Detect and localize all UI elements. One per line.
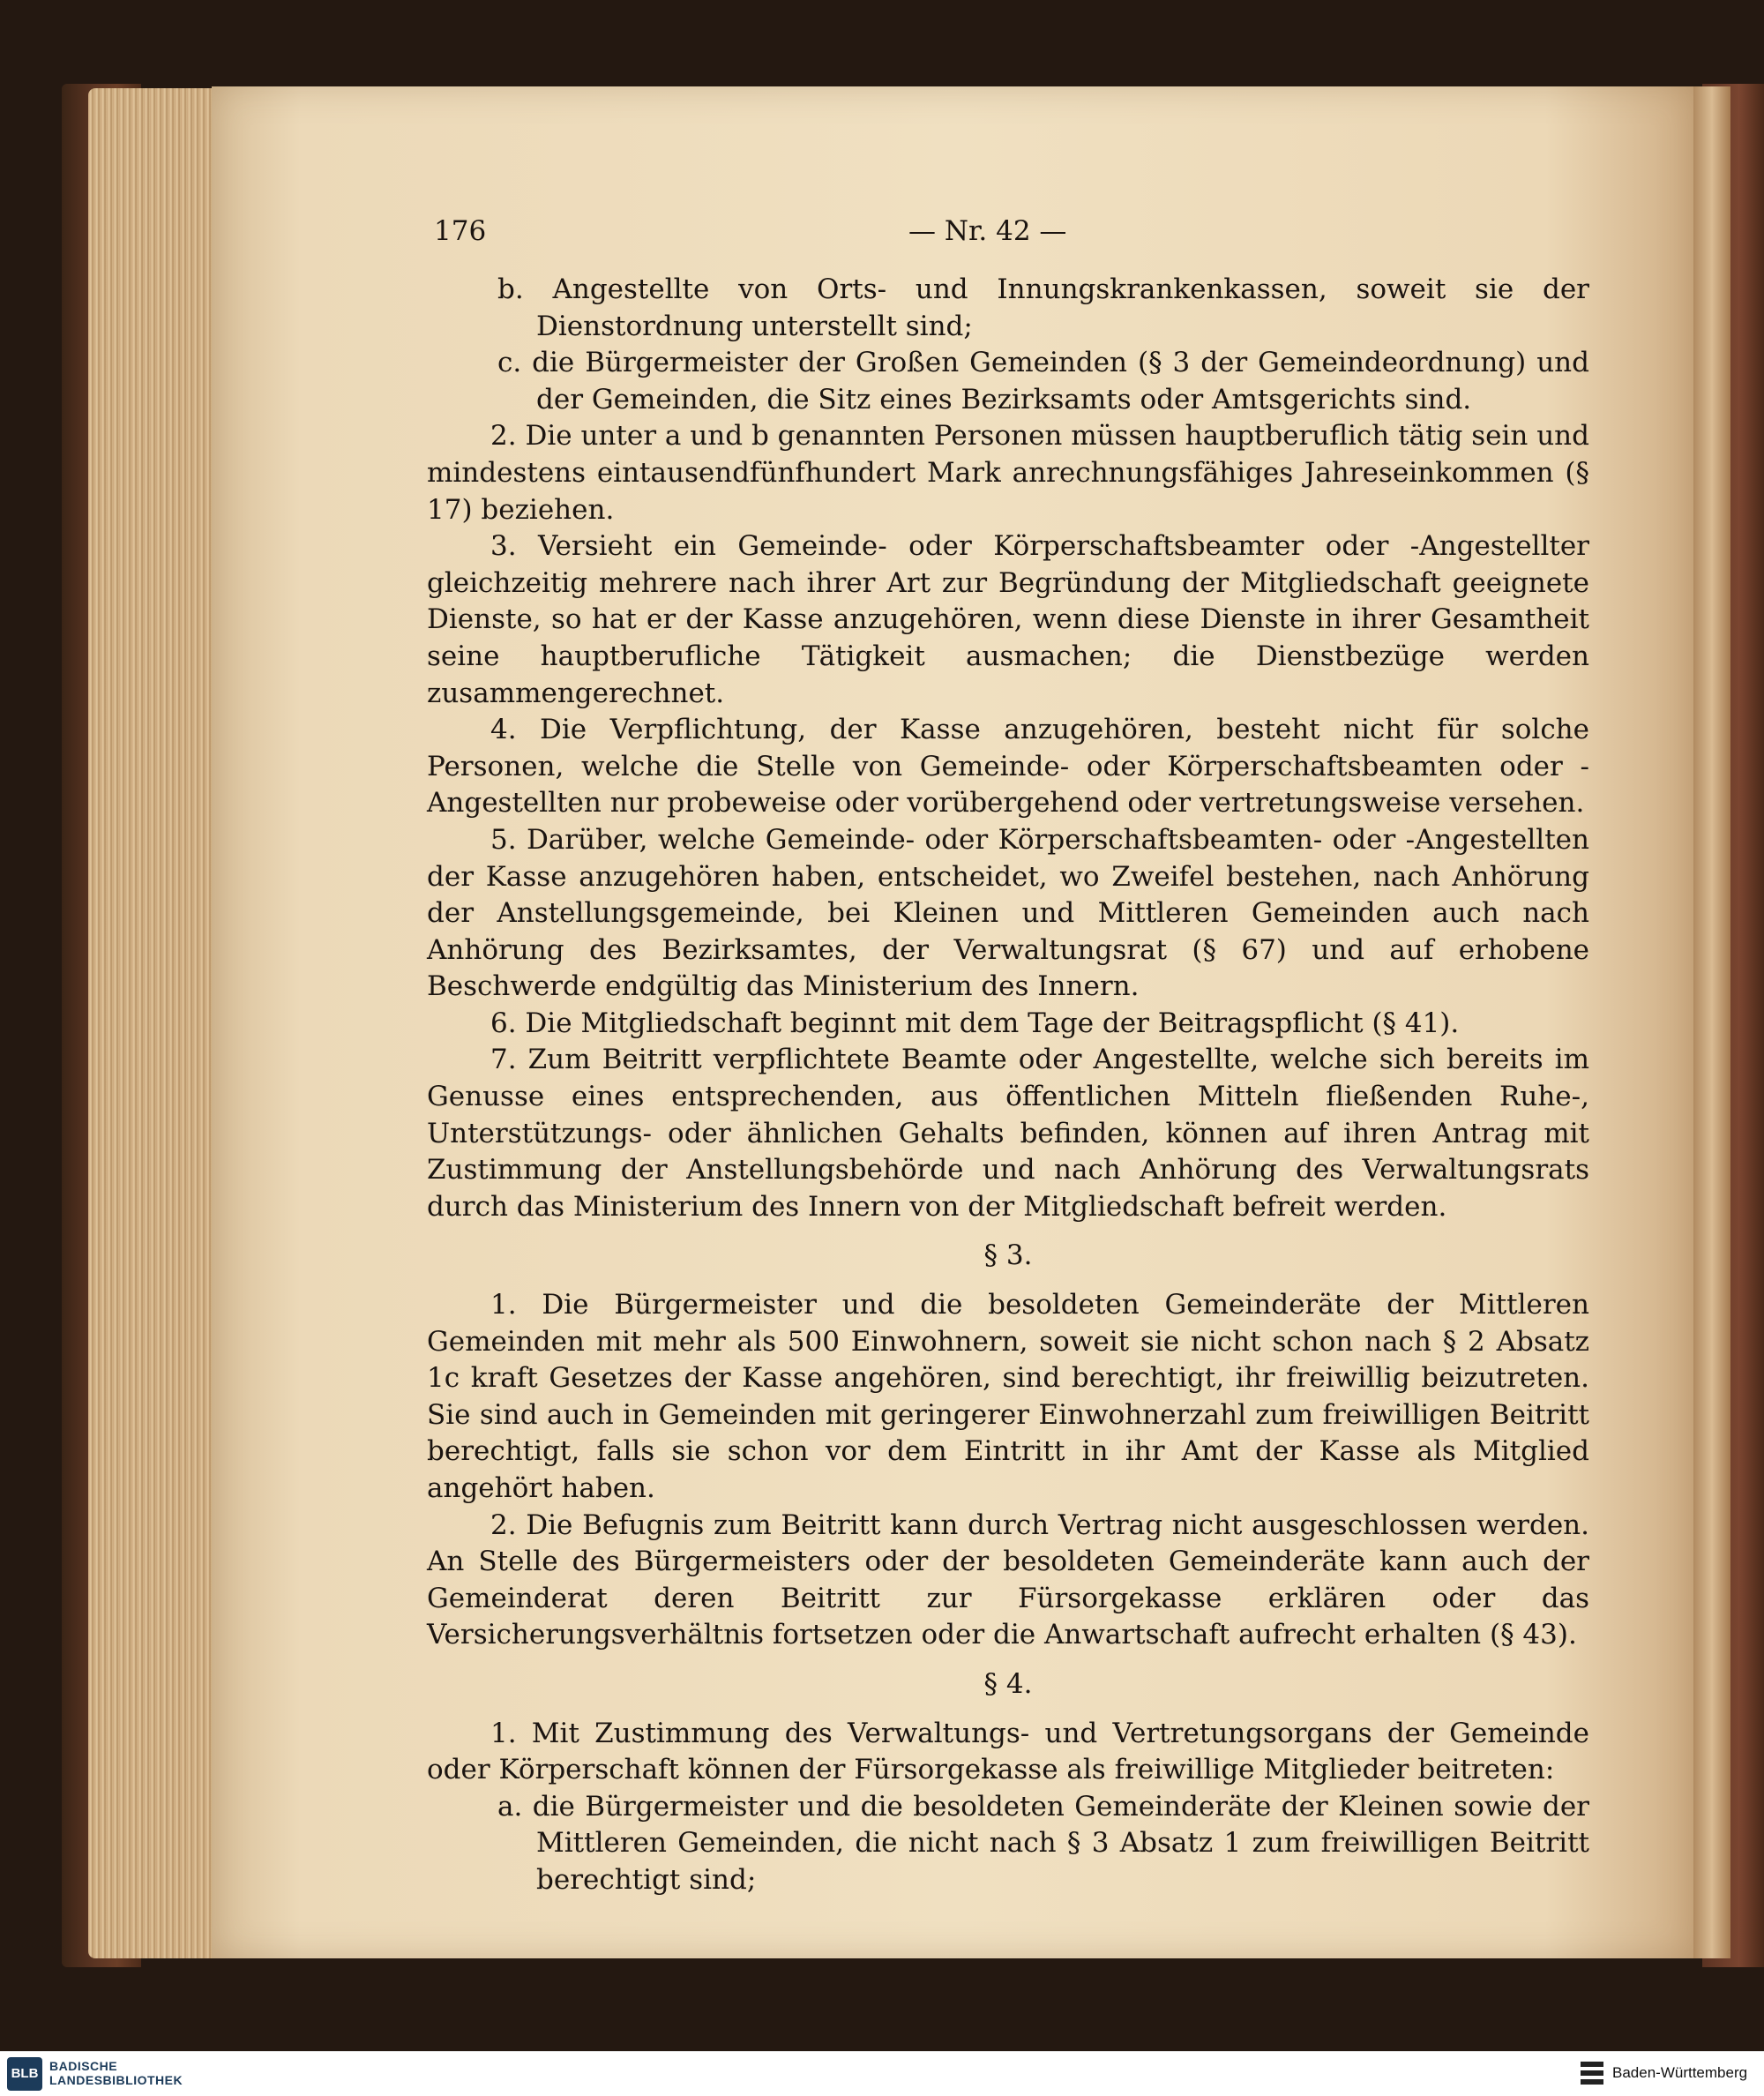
- paragraph: 3. Versieht ein Gemeinde- oder Körperschaftsbeamter oder -Angestellter gleichzeitig mehrere nach ihrer Art zur Begründung der Mitgliedschaft geeignete Dienste, so hat er der Kasse anzugehören, wenn diese Dienste in ihrer Gesamtheit seine hauptberufliche Tätigkeit ausmachen; die Dienstbezüge werden zusammengerechnet.: [427, 530, 1589, 709]
- section-heading: § 4.: [983, 1667, 1033, 1700]
- list-item: a. die Bürgermeister und die besoldeten Gemeinderäte der Kleinen sowie der Mittleren Gemeinden, die nicht nach § 3 Absatz 1 zum freiwilligen Beitritt berechtigt sind;: [497, 1790, 1589, 1896]
- paragraph: 2. Die Befugnis zum Beitritt kann durch Vertrag nicht ausgeschlossen werden. An Stelle des Bürgermeisters oder der besoldeten Gemeinderäte kann auch der Gemeinderat deren Beitritt zur Fürsorgekasse erklären oder das Versicherungsverhältnis fortsetzen oder die Anwartschaft aufrecht erhalten (§ 43).: [427, 1508, 1589, 1651]
- paragraph: 1. Mit Zustimmung des Verwaltungs- und Vertretungsorgans der Gemeinde oder Körperschaft können der Fürsorgekasse als freiwillige Mitglieder beitreten:: [427, 1717, 1589, 1786]
- list-item: c. die Bürgermeister der Großen Gemeinden (§ 3 der Gemeindeordnung) und der Gemeinden, die Sitz eines Bezirksamts oder Amtsgerichts sind.: [497, 347, 1589, 415]
- blb-line-2: LANDESBIBLIOTHEK: [49, 2073, 183, 2087]
- list-item: b. Angestellte von Orts- und Innungskrankenkassen, soweit sie der Dienstordnung unterstellt sind;: [497, 273, 1589, 342]
- page-header: [434, 215, 1589, 251]
- running-title: — Nr. 42 —: [908, 215, 1067, 247]
- paragraph: 4. Die Verpflichtung, der Kasse anzugehören, besteht nicht für solche Personen, welche die Stelle von Gemeinde- oder Körperschaftsbeamten oder -Angestellten nur probeweise oder vorübergehend oder vertretungsweise versehen.: [427, 714, 1589, 820]
- paragraph: 7. Zum Beitritt verpflichtete Beamte oder Angestellte, welche sich bereits im Genusse eines entsprechenden, aus öffentlichen Mitteln fließenden Ruhe-, Unterstützungs- oder ähnlichen Gehalts befinden, können auf ihren Antrag mit Zustimmung der Anstellungsbehörde und nach Anhörung des Verwaltungsrats durch das Ministerium des Innern von der Mitgliedschaft befreit werden.: [427, 1044, 1589, 1223]
- paragraph: 2. Die unter a und b genannten Personen müssen hauptberuflich tätig sein und mindestens eintausendfünfhundert Mark anrechnungsfähiges Jahreseinkommen (§ 17) beziehen.: [427, 420, 1589, 526]
- paragraph: 5. Darüber, welche Gemeinde- oder Körperschaftsbeamten- oder -Angestellten der Kasse anzugehören haben, entscheidet, wo Zweifel bestehen, nach Anhörung der Anstellungsgemeinde, bei Kleinen und Mittleren Gemeinden auch nach Anhörung des Bezirksamtes, der Verwaltungsrat (§ 67) und auf erhobene Beschwerde endgültig das Ministerium des Innern.: [427, 823, 1589, 1003]
- bw-lions-icon[interactable]: [1579, 2059, 1605, 2089]
- paragraph: 6. Die Mitgliedschaft beginnt mit dem Tage der Beitragspflicht (§ 41).: [490, 1007, 1460, 1039]
- paragraph: 1. Die Bürgermeister und die besoldeten Gemeinderäte der Mittleren Gemeinden mit mehr als 500 Einwohnern, soweit sie nicht schon nach § 2 Absatz 1c kraft Gesetzes der Kasse angehören, sind berechtigt, ihr freiwillig beizutreten. Sie sind auch in Gemeinden mit geringerer Einwohnerzahl zum freiwilligen Beitritt berechtigt, falls sie schon vor dem Eintritt in ihr Amt der Kasse als Mitglied angehört haben.: [427, 1289, 1589, 1504]
- book-gutter: [1693, 86, 1730, 1958]
- section-heading: § 3.: [983, 1239, 1033, 1272]
- blb-name[interactable]: [49, 2059, 183, 2087]
- page-text: [427, 272, 1589, 1899]
- viewer-footer: [0, 2051, 1764, 2096]
- bw-label[interactable]: Baden-Württemberg: [1612, 2064, 1748, 2081]
- blb-line-1: BADISCHE: [49, 2059, 118, 2073]
- blb-logo[interactable]: BLB: [7, 2057, 42, 2091]
- page-edges: [88, 88, 220, 1958]
- page-number: 176: [434, 215, 487, 247]
